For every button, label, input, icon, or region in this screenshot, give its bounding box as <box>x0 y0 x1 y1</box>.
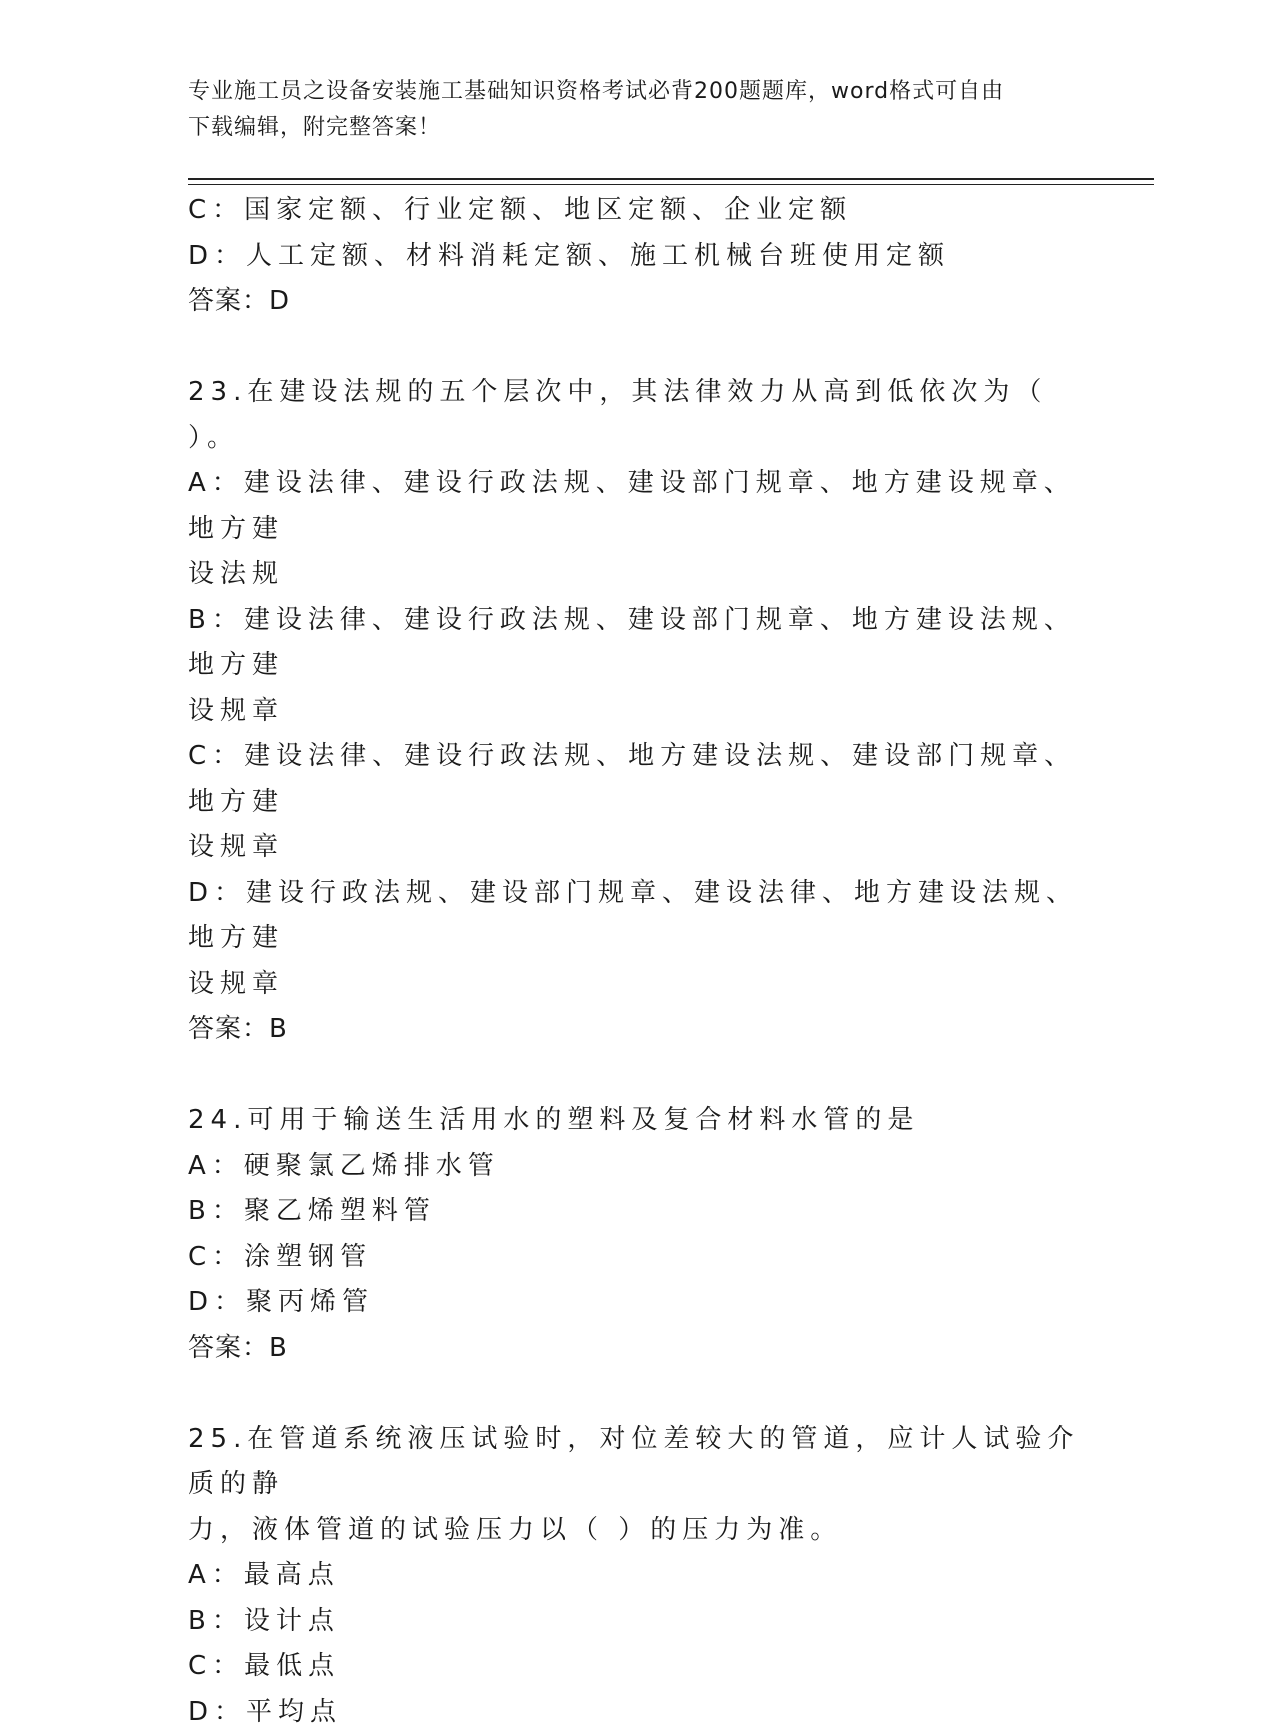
header-line-1: 专业施工员之设备安装施工基础知识资格考试必背200题题库，word格式可自由 <box>188 74 1088 110</box>
q25-option-b: B：设计点 <box>188 1599 1088 1645</box>
q25-option-d: D：平均点 <box>188 1690 1088 1735</box>
q23-option-c-line-2: 设规章 <box>188 825 1088 871</box>
spacer <box>188 1053 1088 1099</box>
q24-option-b: B：聚乙烯塑料管 <box>188 1189 1088 1235</box>
header-divider-thick <box>188 178 1154 180</box>
q25-stem-line-1: 25.在管道系统液压试验时，对位差较大的管道，应计人试验介质的静 <box>188 1417 1088 1508</box>
prev-answer: 答案：D <box>188 279 1088 325</box>
q24-answer: 答案：B <box>188 1326 1088 1372</box>
q25-option-c: C：最低点 <box>188 1644 1088 1690</box>
document-header <box>188 74 1088 146</box>
q24-option-d: D：聚丙烯管 <box>188 1280 1088 1326</box>
q24-stem: 24.可用于输送生活用水的塑料及复合材料水管的是 <box>188 1098 1088 1144</box>
q23-stem: 23.在建设法规的五个层次中，其法律效力从高到低依次为（ ）。 <box>188 370 1088 461</box>
q24-option-a: A：硬聚氯乙烯排水管 <box>188 1144 1088 1190</box>
q25-option-a: A：最高点 <box>188 1553 1088 1599</box>
q23-option-d-line-1: D：建设行政法规、建设部门规章、建设法律、地方建设法规、地方建 <box>188 871 1088 962</box>
document-body <box>188 188 1088 1735</box>
q23-option-a-line-1: A：建设法律、建设行政法规、建设部门规章、地方建设规章、地方建 <box>188 461 1088 552</box>
header-divider-thin <box>188 184 1154 185</box>
q23-answer: 答案：B <box>188 1007 1088 1053</box>
prev-option-d: D：人工定额、材料消耗定额、施工机械台班使用定额 <box>188 234 1088 280</box>
q23-option-a-line-2: 设法规 <box>188 552 1088 598</box>
spacer <box>188 325 1088 371</box>
prev-option-c: C：国家定额、行业定额、地区定额、企业定额 <box>188 188 1088 234</box>
q23-option-d-line-2: 设规章 <box>188 962 1088 1008</box>
spacer <box>188 1371 1088 1417</box>
q24-option-c: C：涂塑钢管 <box>188 1235 1088 1281</box>
q23-option-b-line-2: 设规章 <box>188 689 1088 735</box>
q23-option-b-line-1: B：建设法律、建设行政法规、建设部门规章、地方建设法规、地方建 <box>188 598 1088 689</box>
header-line-2: 下载编辑，附完整答案！ <box>188 110 1088 146</box>
q25-stem-line-2: 力，液体管道的试验压力以（ ）的压力为准。 <box>188 1508 1088 1554</box>
q23-option-c-line-1: C：建设法律、建设行政法规、地方建设法规、建设部门规章、地方建 <box>188 734 1088 825</box>
